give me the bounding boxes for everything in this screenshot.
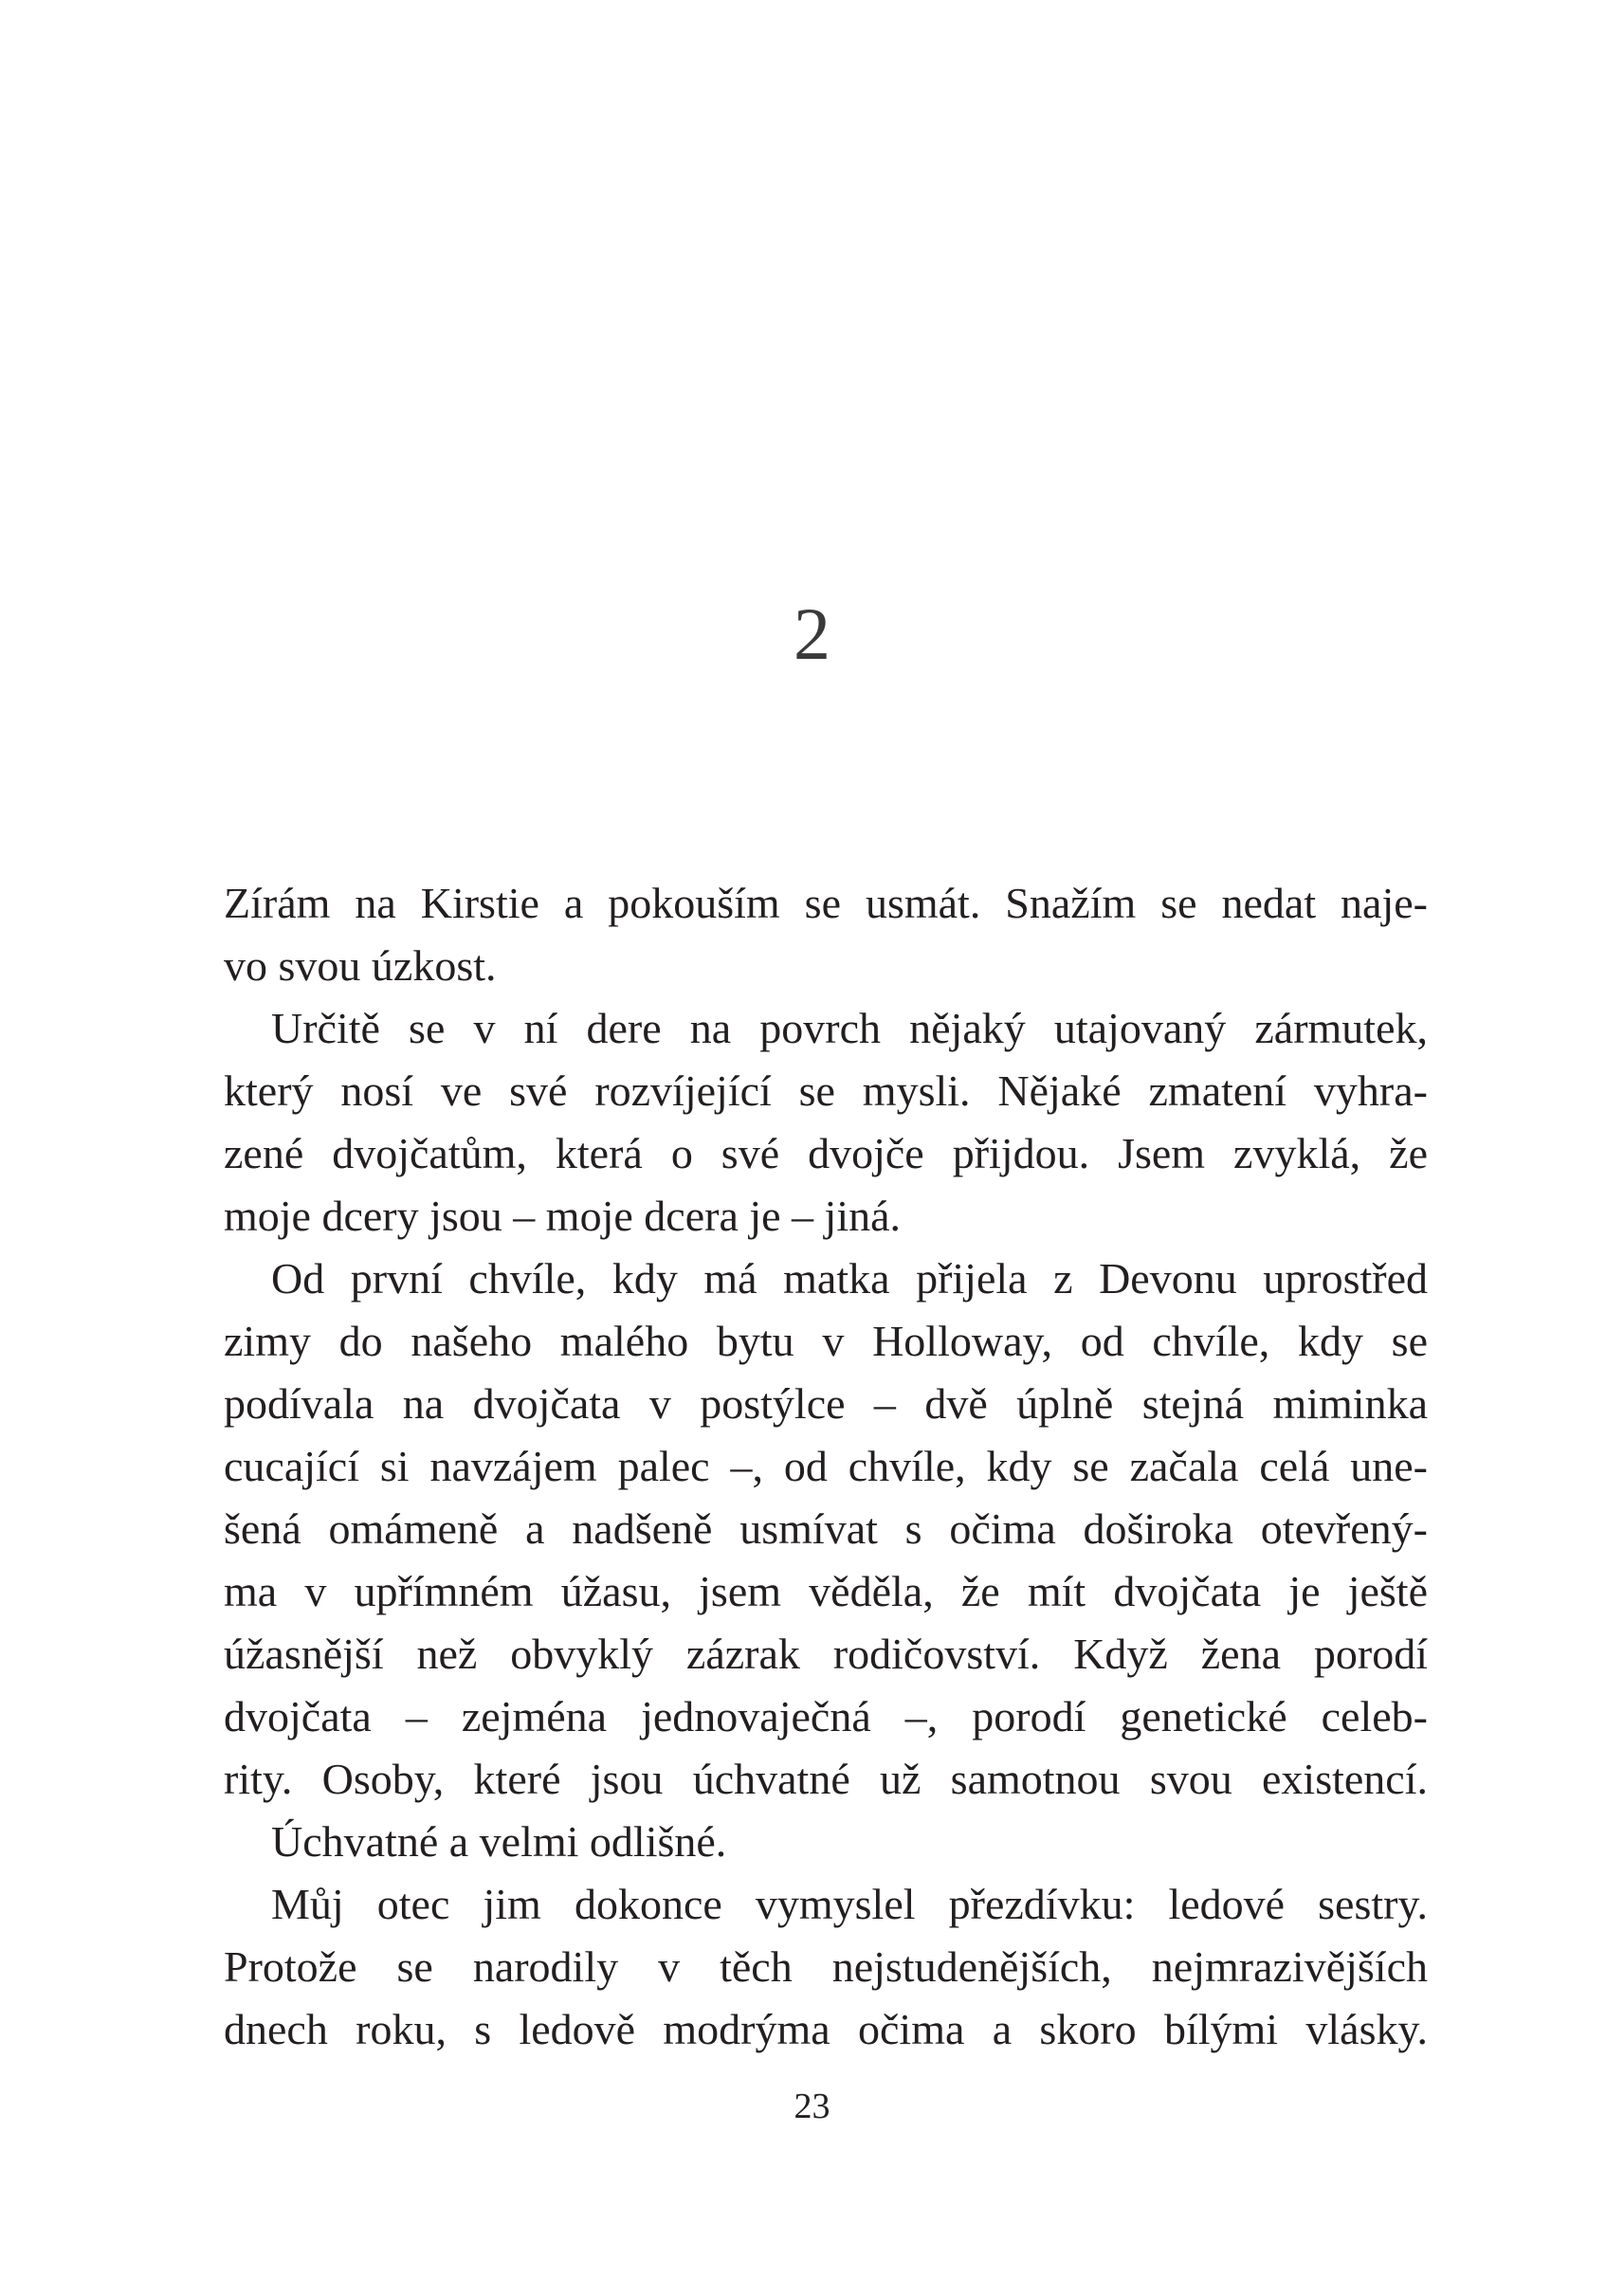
text-line: který nosí ve své rozvíjející se mysli. Nějaké zmatení vyhra- [224, 1066, 1428, 1115]
text-line: ma v upřímném úžasu, jsem věděla, že mít dvojčata je ještě [224, 1567, 1428, 1615]
text-line: Zírám na Kirstie a pokouším se usmát. Snažím se nedat naje- [224, 879, 1428, 927]
text-line: dnech roku, s ledově modrýma očima a skoro bílými vlásky. [224, 2005, 1428, 2053]
text-line: Od první chvíle, kdy má matka přijela z Devonu uprostřed [271, 1254, 1428, 1303]
text-line: zimy do našeho malého bytu v Holloway, od chvíle, kdy se [224, 1317, 1428, 1365]
text-line: šená omámeně a nadšeně usmívat s očima doširoka otevřený- [224, 1504, 1428, 1553]
text-line: Úchvatné a velmi odlišné. [271, 1817, 727, 1866]
text-line: cucající si navzájem palec –, od chvíle, kdy se začala celá une- [224, 1442, 1428, 1490]
text-line: zené dvojčatům, která o své dvojče přijdou. Jsem zvyklá, že [224, 1129, 1428, 1177]
text-line: Určitě se v ní dere na povrch nějaký utajovaný zármutek, [271, 1004, 1428, 1052]
text-line: vo svou úzkost. [224, 941, 497, 990]
text-line: Protože se narodily v těch nejstudenějších, nejmrazivějších [224, 1942, 1428, 1991]
text-line: úžasnější než obvyklý zázrak rodičovství. Když žena porodí [224, 1630, 1428, 1678]
page-number: 23 [794, 2086, 830, 2126]
text-line: moje dcery jsou – moje dcera je – jiná. [224, 1192, 902, 1240]
chapter-number: 2 [794, 592, 830, 675]
body-text [224, 872, 1428, 2061]
text-line: Můj otec jim dokonce vymyslel přezdívku: ledové sestry. [271, 1880, 1428, 1928]
text-line: dvojčata – zejména jednovaječná –, porodí genetické celeb- [224, 1692, 1428, 1740]
text-line: podívala na dvojčata v postýlce – dvě úplně stejná miminka [224, 1379, 1428, 1428]
text-line: rity. Osoby, které jsou úchvatné už samotnou svou existencí. [224, 1755, 1428, 1803]
